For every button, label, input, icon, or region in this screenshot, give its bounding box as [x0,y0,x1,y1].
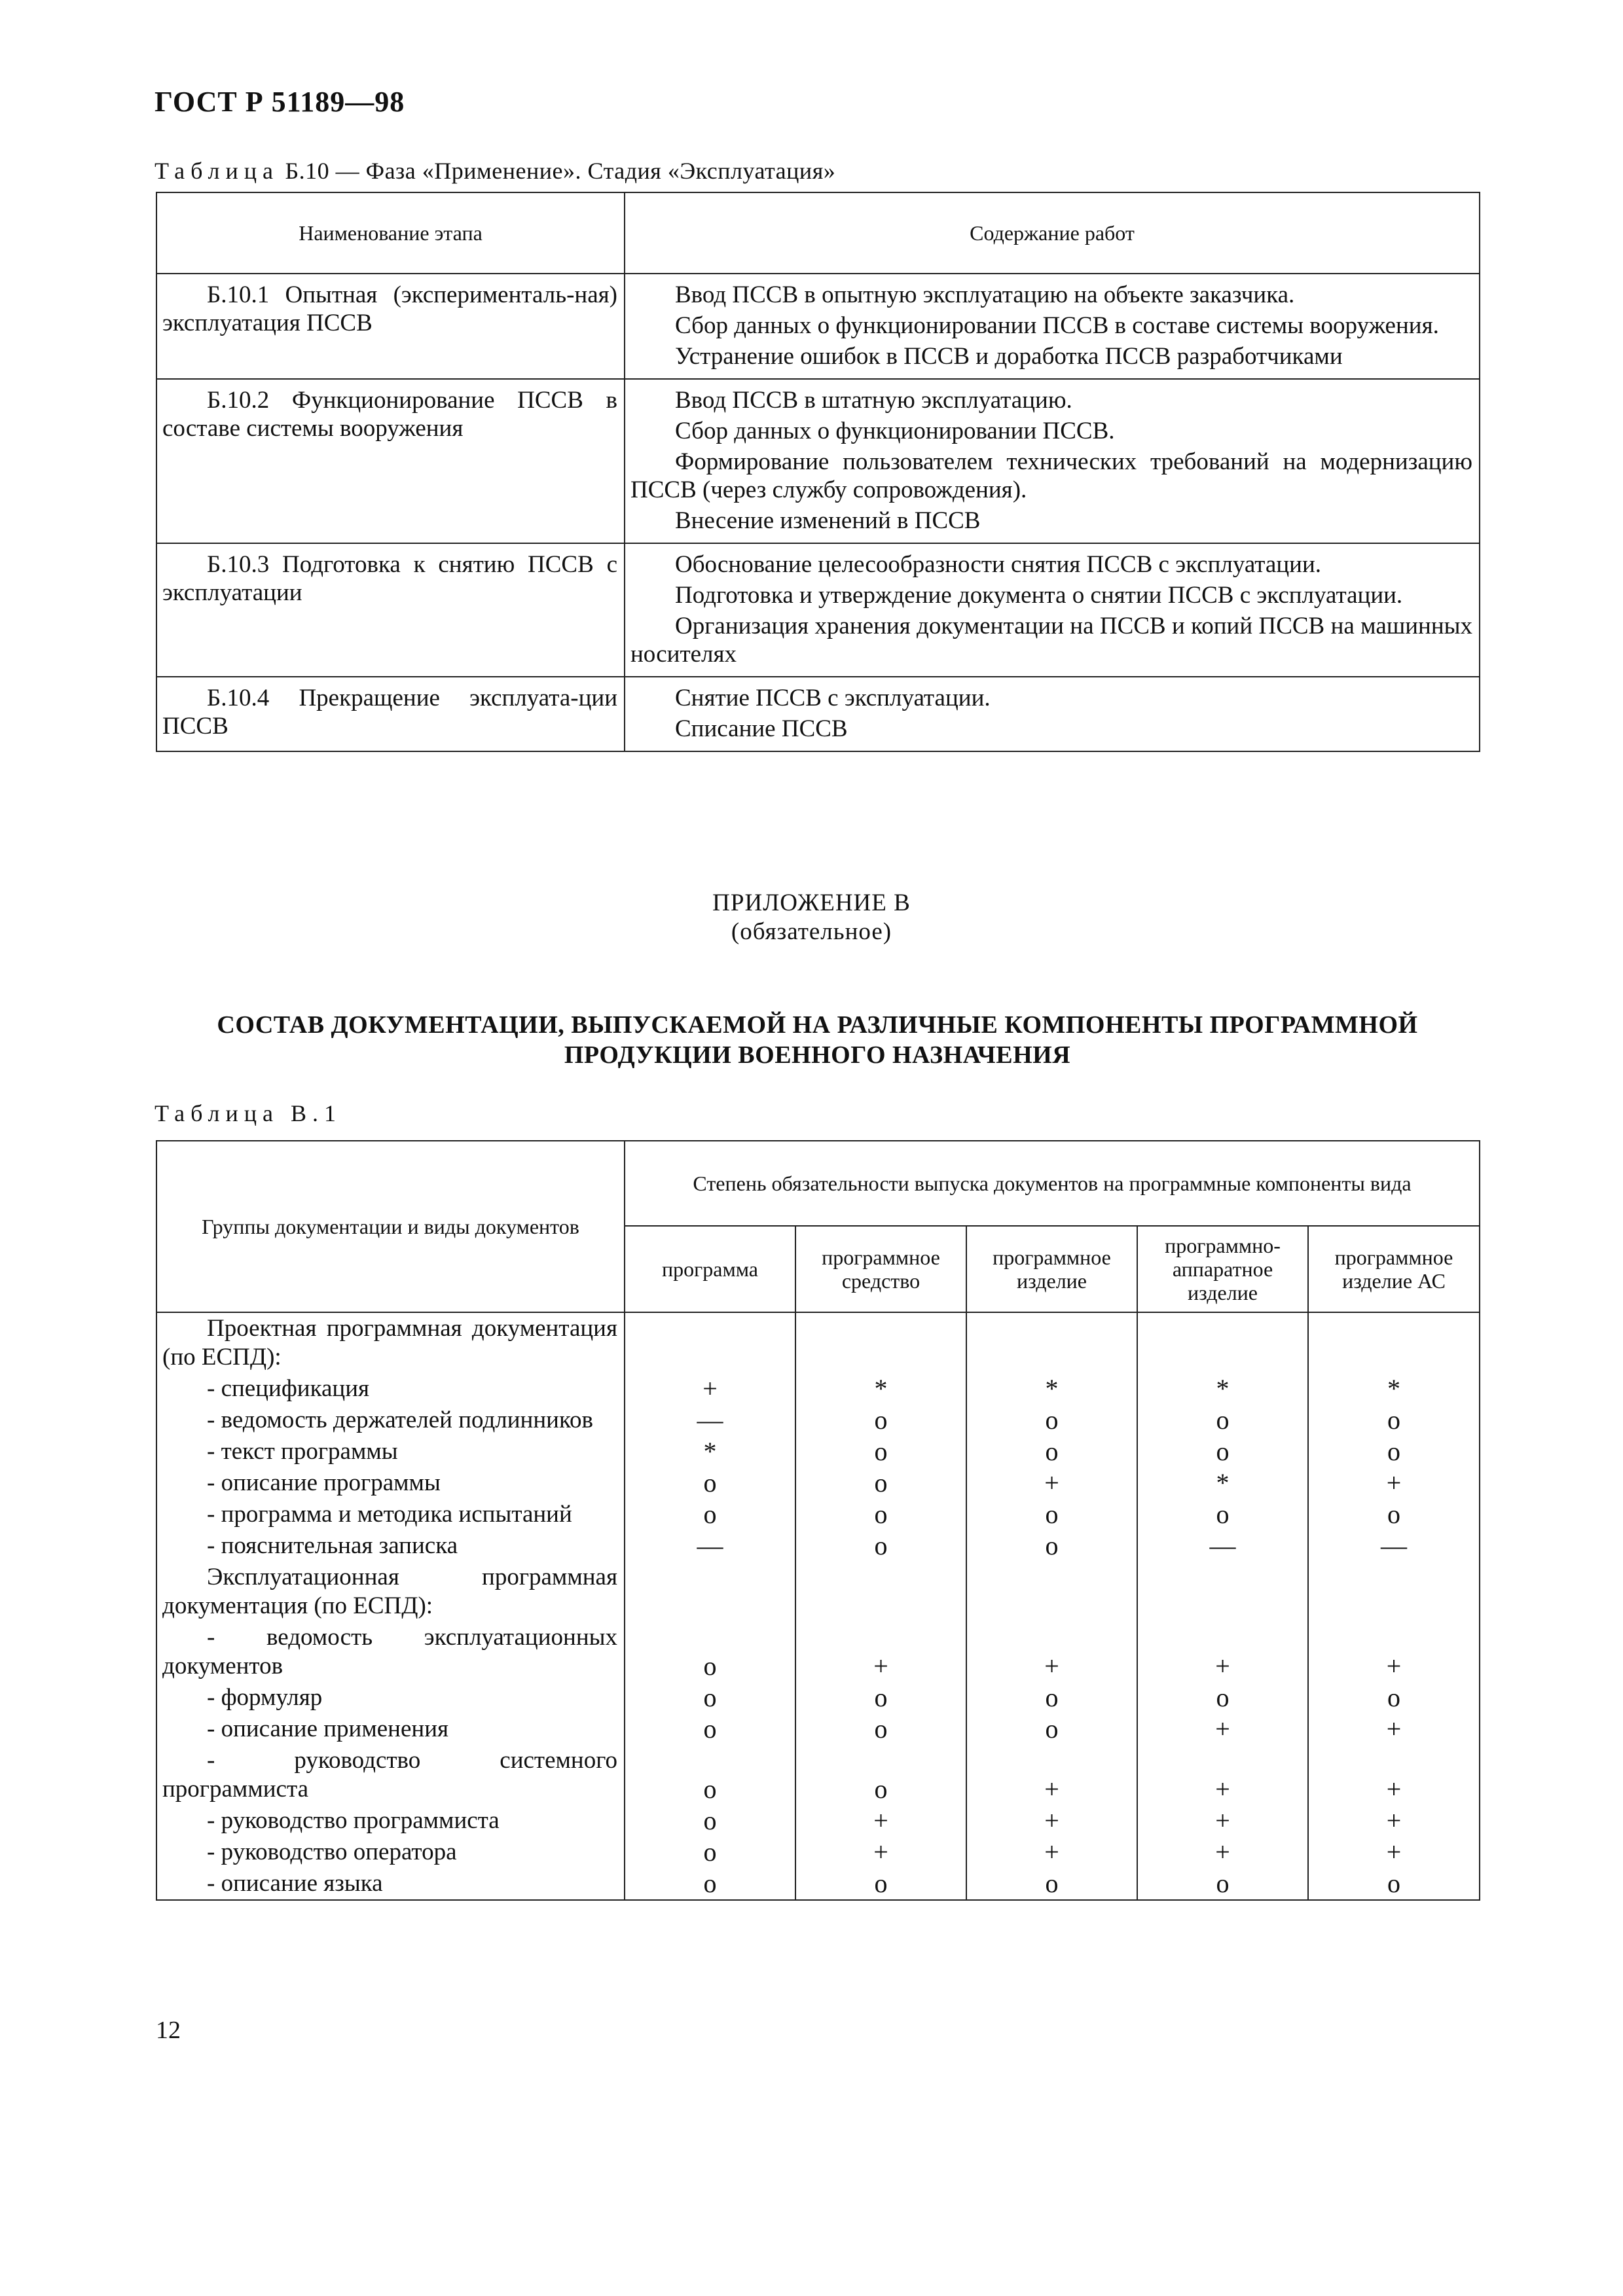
obligation-mark: o [1137,1436,1308,1467]
empty-cell [625,1312,795,1373]
doc-name-cell: - руководство оператора [156,1837,625,1868]
column-header-component: программное изделие АС [1308,1226,1480,1312]
document-code-header: ГОСТ Р 51189—98 [155,86,405,118]
stage-name-cell [156,274,625,379]
obligation-mark: o [795,1530,966,1562]
table-b10-caption-label: Таблица [155,158,279,184]
obligation-mark: o [795,1868,966,1900]
work-content-cell [625,274,1480,379]
obligation-mark: o [625,1868,795,1900]
obligation-mark: — [625,1405,795,1436]
doc-group-cell: Эксплуатационная программная документация (по ЕСПД): [156,1562,625,1622]
obligation-mark: + [966,1622,1137,1682]
obligation-mark: o [1137,1499,1308,1530]
table-row [156,1436,1480,1467]
work-item: Формирование пользователем технических требований на модернизацию ПССВ (через службу сопровождения). [630,448,1472,503]
table-row [156,1530,1480,1562]
obligation-mark: + [966,1745,1137,1805]
obligation-mark: o [966,1405,1137,1436]
obligation-mark: o [966,1868,1137,1900]
appendix-heading: СОСТАВ ДОКУМЕНТАЦИИ, ВЫПУСКАЕМОЙ НА РАЗЛИЧНЫЕ КОМПОНЕНТЫ ПРОГРАММНОЙ ПРОДУКЦИИ ВОЕННОГО НАЗНАЧЕНИЯ [217,1011,1418,1069]
doc-name-cell: - спецификация [156,1373,625,1405]
column-header-component: программа [625,1226,795,1312]
table-row [156,379,1480,543]
obligation-mark: o [1137,1868,1308,1900]
obligation-mark: + [795,1622,966,1682]
obligation-mark: + [1308,1805,1480,1837]
doc-name-cell: - ведомость держателей подлинников [156,1405,625,1436]
stage-name-cell [156,379,625,543]
empty-cell [795,1312,966,1373]
obligation-mark: + [1308,1467,1480,1499]
obligation-mark: o [1308,1405,1480,1436]
obligation-mark: + [1137,1837,1308,1868]
table-b10 [156,192,1480,752]
appendix-title: ПРИЛОЖЕНИЕ В [712,889,911,916]
doc-name-cell: - руководство системного программиста [156,1745,625,1805]
obligation-mark: o [1308,1436,1480,1467]
obligation-mark: * [625,1436,795,1467]
obligation-mark: * [1137,1373,1308,1405]
obligation-mark: * [795,1373,966,1405]
work-content-cell [625,379,1480,543]
obligation-mark: + [1308,1713,1480,1745]
table-v1-caption [155,1100,342,1127]
obligation-mark: o [795,1467,966,1499]
doc-name-cell: - текст программы [156,1436,625,1467]
obligation-mark: + [625,1373,795,1405]
table-row [156,1868,1480,1900]
obligation-mark: — [1137,1530,1308,1562]
obligation-mark: o [795,1682,966,1713]
obligation-mark: o [1137,1682,1308,1713]
work-item: Обоснование целесообразности снятия ПССВ с эксплуатации. [675,551,1322,578]
obligation-mark: + [795,1805,966,1837]
obligation-mark: + [966,1837,1137,1868]
obligation-mark: o [966,1499,1137,1530]
empty-cell [1308,1562,1480,1622]
table-v1 [156,1140,1480,1901]
doc-name-cell: - пояснительная записка [156,1530,625,1562]
stage-name: Б.10.1 Опытная (эксперименталь-ная) эксплуатация ПССВ [162,281,617,336]
table-row [156,1837,1480,1868]
obligation-mark: + [966,1467,1137,1499]
obligation-mark: * [966,1373,1137,1405]
obligation-mark: o [795,1436,966,1467]
column-header-component: программное изделие [966,1226,1137,1312]
table-b10-caption-text: Б.10 — Фаза «Применение». Стадия «Эксплуатация» [285,158,836,184]
obligation-mark: + [966,1805,1137,1837]
obligation-mark: o [625,1713,795,1745]
work-item: Сбор данных о функционировании ПССВ. [675,418,1115,444]
empty-cell [625,1562,795,1622]
doc-name-cell: - ведомость эксплуатационных документов [156,1622,625,1682]
obligation-mark: o [1308,1868,1480,1900]
work-item: Ввод ПССВ в штатную эксплуатацию. [675,387,1072,414]
column-header-degree: Степень обязательности выпуска документов на программные компоненты вида [625,1141,1480,1226]
obligation-mark: + [1308,1745,1480,1805]
work-item: Организация хранения документации на ПССВ и копий ПССВ на машинных носителях [630,613,1472,668]
doc-group-cell: Проектная программная документация (по ЕСПД): [156,1312,625,1373]
obligation-mark: + [1137,1713,1308,1745]
table-row [156,1713,1480,1745]
obligation-mark: o [1308,1682,1480,1713]
work-content-cell [625,677,1480,751]
stage-name: Б.10.4 Прекращение эксплуата-ции ПССВ [162,685,617,740]
page-number: 12 [156,2017,181,2044]
column-header-component: программно-аппаратное изделие [1137,1226,1308,1312]
doc-name-cell: - описание применения [156,1713,625,1745]
appendix-subtitle: (обязательное) [731,918,892,945]
doc-name-cell: - описание языка [156,1868,625,1900]
obligation-mark: o [625,1682,795,1713]
obligation-mark: + [1308,1622,1480,1682]
table-row [156,1622,1480,1682]
empty-cell [795,1562,966,1622]
obligation-mark: o [625,1499,795,1530]
obligation-mark: o [625,1622,795,1682]
obligation-mark: + [1137,1805,1308,1837]
table-b10-body [156,274,1480,751]
obligation-mark: — [625,1530,795,1562]
stage-name-cell [156,677,625,751]
table-row [156,1562,1480,1622]
obligation-mark: + [1137,1622,1308,1682]
obligation-mark: o [1308,1499,1480,1530]
table-row [156,1405,1480,1436]
stage-name: Б.10.2 Функционирование ПССВ в составе системы вооружения [162,387,617,442]
work-item: Сбор данных о функционировании ПССВ в составе системы вооружения. [675,312,1439,339]
obligation-mark: o [625,1837,795,1868]
obligation-mark: + [795,1837,966,1868]
work-item: Ввод ПССВ в опытную эксплуатацию на объекте заказчика. [675,281,1295,308]
work-content-cell [625,543,1480,677]
obligation-mark: o [625,1467,795,1499]
obligation-mark: o [625,1745,795,1805]
table-b10-caption [155,157,835,185]
obligation-mark: o [966,1530,1137,1562]
table-row [156,1373,1480,1405]
obligation-mark: o [625,1805,795,1837]
obligation-mark: o [795,1405,966,1436]
work-item: Подготовка и утверждение документа о снятии ПССВ с эксплуатации. [675,582,1403,609]
obligation-mark: o [795,1713,966,1745]
obligation-mark: * [1308,1373,1480,1405]
work-item: Снятие ПССВ с эксплуатации. [675,685,991,711]
work-item: Внесение изменений в ПССВ [675,507,981,534]
obligation-mark: o [966,1713,1137,1745]
empty-cell [1137,1312,1308,1373]
table-v1-body [156,1312,1480,1900]
empty-cell [966,1312,1137,1373]
obligation-mark: o [966,1436,1137,1467]
table-v1-caption-text: Таблица В.1 [155,1100,342,1126]
doc-name-cell: - формуляр [156,1682,625,1713]
work-item: Устранение ошибок в ПССВ и доработка ПССВ разработчиками [675,343,1343,370]
stage-name: Б.10.3 Подготовка к снятию ПССВ с эксплуатации [162,551,617,606]
table-row [156,543,1480,677]
obligation-mark: * [1137,1467,1308,1499]
obligation-mark: o [1137,1405,1308,1436]
obligation-mark: + [1137,1745,1308,1805]
doc-name-cell: - программа и методика испытаний [156,1499,625,1530]
column-header-component: программное средство [795,1226,966,1312]
table-row [156,274,1480,379]
table-row [156,1312,1480,1373]
work-item: Списание ПССВ [675,715,848,742]
column-header-work-content: Содержание работ [625,192,1480,274]
table-row [156,1467,1480,1499]
empty-cell [1308,1312,1480,1373]
table-row [156,1682,1480,1713]
table-row [156,1745,1480,1805]
doc-name-cell: - описание программы [156,1467,625,1499]
obligation-mark: o [966,1682,1137,1713]
stage-name-cell [156,543,625,677]
obligation-mark: o [795,1499,966,1530]
table-row [156,1805,1480,1837]
obligation-mark: + [1308,1837,1480,1868]
appendix-title-block [0,889,1623,946]
empty-cell [1137,1562,1308,1622]
table-row [156,1499,1480,1530]
column-header-stage-name: Наименование этапа [156,192,625,274]
doc-name-cell: - руководство программиста [156,1805,625,1837]
column-header-doc-groups: Группы документации и виды документов [156,1141,625,1312]
obligation-mark: o [795,1745,966,1805]
obligation-mark: — [1308,1530,1480,1562]
table-row [156,677,1480,751]
empty-cell [966,1562,1137,1622]
